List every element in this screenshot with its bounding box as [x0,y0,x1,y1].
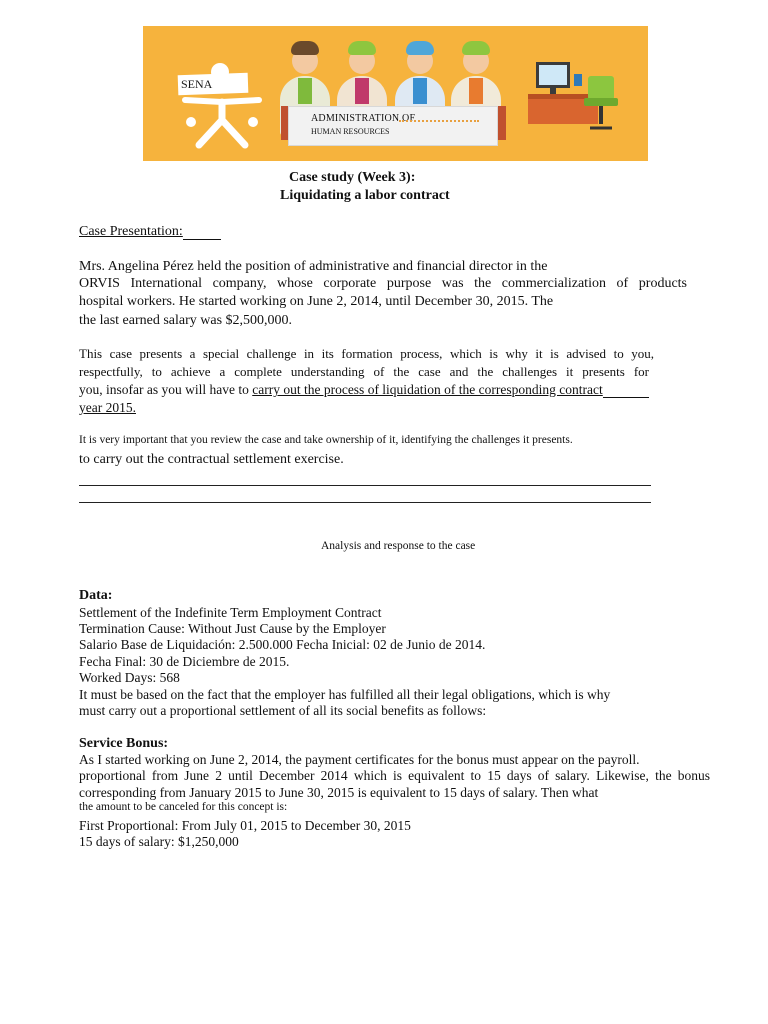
service-bonus-heading: Service Bonus: [79,736,169,751]
underlined-task-text: year 2015. [79,400,136,415]
header-banner [143,26,648,161]
case-study-title: Case study (Week 3): [289,170,416,185]
data-line: must carry out a proportional settlement of all its social benefits as follows: [79,703,487,718]
data-line: Worked Days: 568 [79,670,180,685]
sena-logo-icon [177,60,267,155]
paragraph-line: ORVIS International company, whose corporate purpose was the commercialization of products [79,276,687,291]
bonus-line: First Proportional: From July 01, 2015 to December 30, 2015 [79,818,411,833]
bonus-line: 15 days of salary: $1,250,000 [79,834,239,849]
bonus-line: the amount to be canceled for this concept is: [79,801,288,813]
paragraph-line: to carry out the contractual settlement exercise. [79,452,344,467]
paragraph-text: you, insofar as you will have to [79,382,249,397]
paragraph-line: hospital workers. He started working on June 2, 2014, until December 30, 2015. The [79,294,554,309]
case-study-subtitle: Liquidating a labor contract [280,188,450,203]
data-line: Termination Cause: Without Just Cause by the Employer [79,621,386,636]
paragraph-line: the last earned salary was $2,500,000. [79,313,293,328]
office-desk-icon [528,56,638,156]
heading-underline [183,225,221,240]
data-line: Settlement of the Indefinite Term Employment Contract [79,605,382,620]
data-heading: Data: [79,588,113,603]
answer-line [79,485,651,486]
paragraph-line: It is very important that you review the case and take ownership of it, identifying the challenges it presents. [79,434,573,446]
paragraph-line: Mrs. Angelina Pérez held the position of administrative and financial director in the [79,259,548,274]
sena-logo-text: SENA [181,77,213,91]
underlined-task-text: carry out the process of liquidation of the corresponding contract [252,382,603,397]
sign-subtitle: HUMAN RESOURCES [311,127,390,136]
case-presentation-heading [79,224,221,240]
bonus-line: proportional from June 2 until December 2014 which is equivalent to 15 days of salary. Likewise, the bonus [79,768,710,783]
sign-title: ADMINISTRATION OF [311,113,416,124]
paragraph-line: respectfully, to achieve a complete understanding of the case and the challenges it presents for [79,364,649,379]
underline-filler [603,384,649,398]
paragraph-line [79,382,649,398]
bonus-line: corresponding from January 2015 to June 30, 2015 is equivalent to 15 days of salary. Then what [79,785,599,800]
paragraph-line: This case presents a special challenge in its formation process, which is why it is advised to you, [79,346,654,361]
data-line: Salario Base de Liquidación: 2.500.000 Fecha Inicial: 02 de Junio de 2014. [79,637,486,652]
data-line: It must be based on the fact that the employer has fulfilled all their legal obligations, which is why [79,687,611,702]
case-presentation-heading-text: Case Presentation: [79,224,183,239]
data-line: Fecha Final: 30 de Diciembre de 2015. [79,654,290,669]
answer-line [79,502,651,503]
analysis-heading: Analysis and response to the case [321,540,476,552]
sign-decoration [399,120,479,122]
bonus-line: As I started working on June 2, 2014, the payment certificates for the bonus must appear on the payroll. [79,752,640,767]
desk-sign [288,106,498,146]
